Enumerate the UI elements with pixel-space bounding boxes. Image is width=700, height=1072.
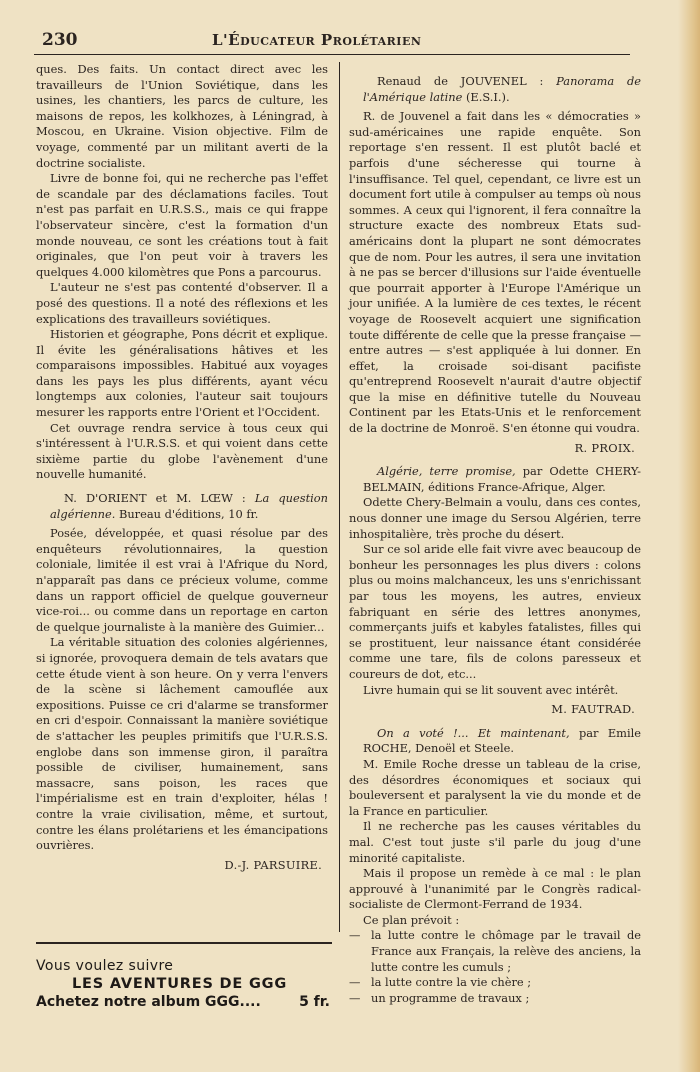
book-reference	[349, 464, 641, 495]
paragraph: Posée, développée, et quasi résolue par des enquêteurs révolutionnaires, la question coloniale, limitée il est vrai à l'Afrique du Nord, n'apparaît pas dans ce précieux volume, comme dans un rapport officiel de quelque gouverneur vice-roi... ou comme dans un reportage en carton de quelque journaliste à la manière des Guimier...	[36, 526, 328, 634]
review-signature: M. FAUTRAD.	[551, 702, 635, 717]
paragraph: La véritable situation des colonies algériennes, si ignorée, provoquera demain de tels avatars que cette étude vient à son heure. On y verra l'envers de la scène si lâchement camouflée aux expositions. Puisse ce cri d'alarme se transformer en cri d'espoir. Connaissant la manière soviétique de s'attacher les peuples primitifs que l'U.R.S.S. englobe dans son immense giron, il paraîtra possible de civiliser, humainement, sans massacre, sans poison, les races que l'impérialisme est en train d'exploiter, hélas ! contre la vraie civilisation, même, et surtout, contre les élans prolétariens et les émancipations ouvrières.	[36, 635, 328, 853]
paragraph: Historien et géographe, Pons décrit et explique. Il évite les généralisations hâtives et les comparaisons impossibles. Habitué aux voyages dans les pays les plus différents, ayant vécu longtemps aux colonies, l'auteur sait toujours mesurer les rapports entre l'Orient et l'Occident.	[36, 327, 328, 420]
book-publisher: Bureau d'éditions, 10 fr.	[115, 506, 259, 521]
review-signature: D.-J. PARSUIRE.	[224, 857, 322, 872]
review-signature: R. PROIX.	[574, 440, 635, 455]
book-title: La question algérienne.	[50, 491, 328, 521]
list-dash: —	[349, 990, 361, 1005]
header-rule	[34, 54, 630, 55]
paragraph: R. de Jouvenel a fait dans les « démocraties » sud-américaines une rapide enquête. Son reportage s'en ressent. Il est plutôt baclé et parfois d'une sécheresse qui tourne à l'insuffisance. Tel quel, cependant, ce livre est un document fort utile à compulser au temps où nous sommes. A ceux qui l'ignorent, il fera connaître la structure exacte des nombreux Etats sud-américains dont la plupart ne sont démocrates que de nom. Pour les autres, il sera une invitation à ne pas se bercer d'illusions sur l'aide éventuelle que pourrait apporter à l'Europe l'Amérique un jour unifiée. A la lumière de ces textes, le récent voyage de Roosevelt acquiert une signification toute différente de celle que la presse française — entre autres — s'est appliquée à lui donner. En effet, la croisade soi-disant pacifiste qu'entreprend Roosevelt n'aurait d'autre objectif que la mise en définitive tutelle du Nouveau Continent par les Etats-Unis et le renforcement de la doctrine de Monroë. S'en étonne qui voudra.	[349, 109, 641, 436]
book-authors: N. D'ORIENT et M. LŒW :	[64, 491, 255, 506]
paragraph: ques. Des faits. Un contact direct avec les travailleurs de l'Union Soviétique, dans les usines, les chantiers, les parcs de culture, les maisons de repos, les kolkhozes, à Léningrad, à Moscou, en Ukraine. Vision objective. Film de voyage, commenté par un militant averti de la doctrine socialiste.	[36, 62, 328, 170]
page-header	[42, 30, 642, 54]
advert-rule	[36, 942, 332, 944]
paragraph: Sur ce sol aride elle fait vivre avec beaucoup de bonheur les personnages les plus divers : colons plus ou moins malchanceux, les uns s'enrichissant par tous les moyens, les autres, envieux fabriquant en série des lettres anonymes, commerçants juifs et kabyles fatalistes, filles qui se prostituent, leur naissance étant considérée comme une tare, fils de colons paresseux et coureurs de dot, etc...	[349, 542, 641, 681]
paragraph: Il ne recherche pas les causes véritables du mal. C'est tout juste s'il parle du joug d'une minorité capitaliste.	[349, 819, 641, 865]
list-dash: —	[349, 975, 361, 990]
list-item-text: la lutte contre la vie chère ;	[371, 975, 532, 990]
book-reference	[349, 726, 641, 757]
advert-line-3	[36, 994, 336, 1010]
list-item	[349, 928, 641, 975]
paragraph: Livre de bonne foi, qui ne recherche pas l'effet de scandale par des déclamations faciles. Tout n'est pas parfait en U.R.S.S., mais ce qui frappe l'observateur sincère, c'est la formation d'un monde nouveau, ce sont les créations tout à fait originales, que l'on peut voir à travers les quelques 4.000 kilomètres que Pons a parcourus.	[36, 171, 328, 279]
book-author: Renaud de JOUVENEL :	[377, 74, 557, 88]
right-column	[349, 74, 641, 1006]
list-item	[349, 991, 641, 1007]
advert-line-2: LES AVENTURES DE GGG	[72, 976, 288, 992]
album-advert	[36, 958, 336, 1010]
page-number: 230	[42, 30, 78, 50]
list-item	[349, 975, 641, 991]
book-details: par Odette CHERY-BELMAIN, éditions France-Afrique, Alger.	[363, 464, 641, 494]
book-details: par Emile ROCHE, Denoël et Steele.	[363, 725, 641, 756]
book-title: Algérie, terre promise,	[377, 464, 516, 479]
paragraph: Mais il propose un remède à ce mal : le plan approuvé à l'unanimité par le Congrès radical-socialiste de Clermont-Ferrand de 1934.	[349, 866, 641, 912]
advert-text: Achetez notre album GGG....	[36, 994, 261, 1010]
book-reference	[349, 74, 641, 105]
list-item-text: la lutte contre le chômage par le travail de France aux Français, la relève des anciens, la lutte contre les cumuls ;	[371, 928, 641, 974]
advert-price: 5 fr.	[299, 994, 330, 1010]
book-title: On a voté !... Et maintenant,	[377, 725, 570, 740]
paragraph: L'auteur ne s'est pas contenté d'observer. Il a posé des questions. Il a noté des réflexions et les explications des travailleurs soviétiques.	[36, 280, 328, 326]
journal-title: L'Éducateur Prolétarien	[212, 31, 422, 49]
paragraph: Cet ouvrage rendra service à tous ceux qui s'intéressent à l'U.R.S.S. et qui voient dans cette sixième partie du globe l'avènement d'une nouvelle humanité.	[36, 420, 328, 482]
left-column	[36, 62, 328, 873]
list-item-text: un programme de travaux ;	[371, 990, 530, 1005]
paper-edge	[678, 0, 700, 1072]
column-divider	[339, 62, 340, 932]
book-reference	[36, 491, 328, 522]
advert-line-1: Vous voulez suivre	[36, 958, 174, 974]
list-dash: —	[349, 928, 361, 943]
book-publisher: (E.S.I.).	[462, 89, 510, 104]
paragraph: Livre humain qui se lit souvent avec intérêt.	[363, 682, 619, 697]
paragraph: Ce plan prévoit :	[363, 912, 460, 927]
book-title: Panorama de l'Amérique latine	[363, 74, 641, 104]
paragraph: M. Emile Roche dresse un tableau de la crise, des désordres économiques et sociaux qui bouleversent et paralysent la vie du monde et de la France en particulier.	[349, 756, 641, 818]
paragraph: Odette Chery-Belmain a voulu, dans ces contes, nous donner une image du Sersou Algérien, terre inhospitalière, très proche du désert.	[349, 495, 641, 541]
